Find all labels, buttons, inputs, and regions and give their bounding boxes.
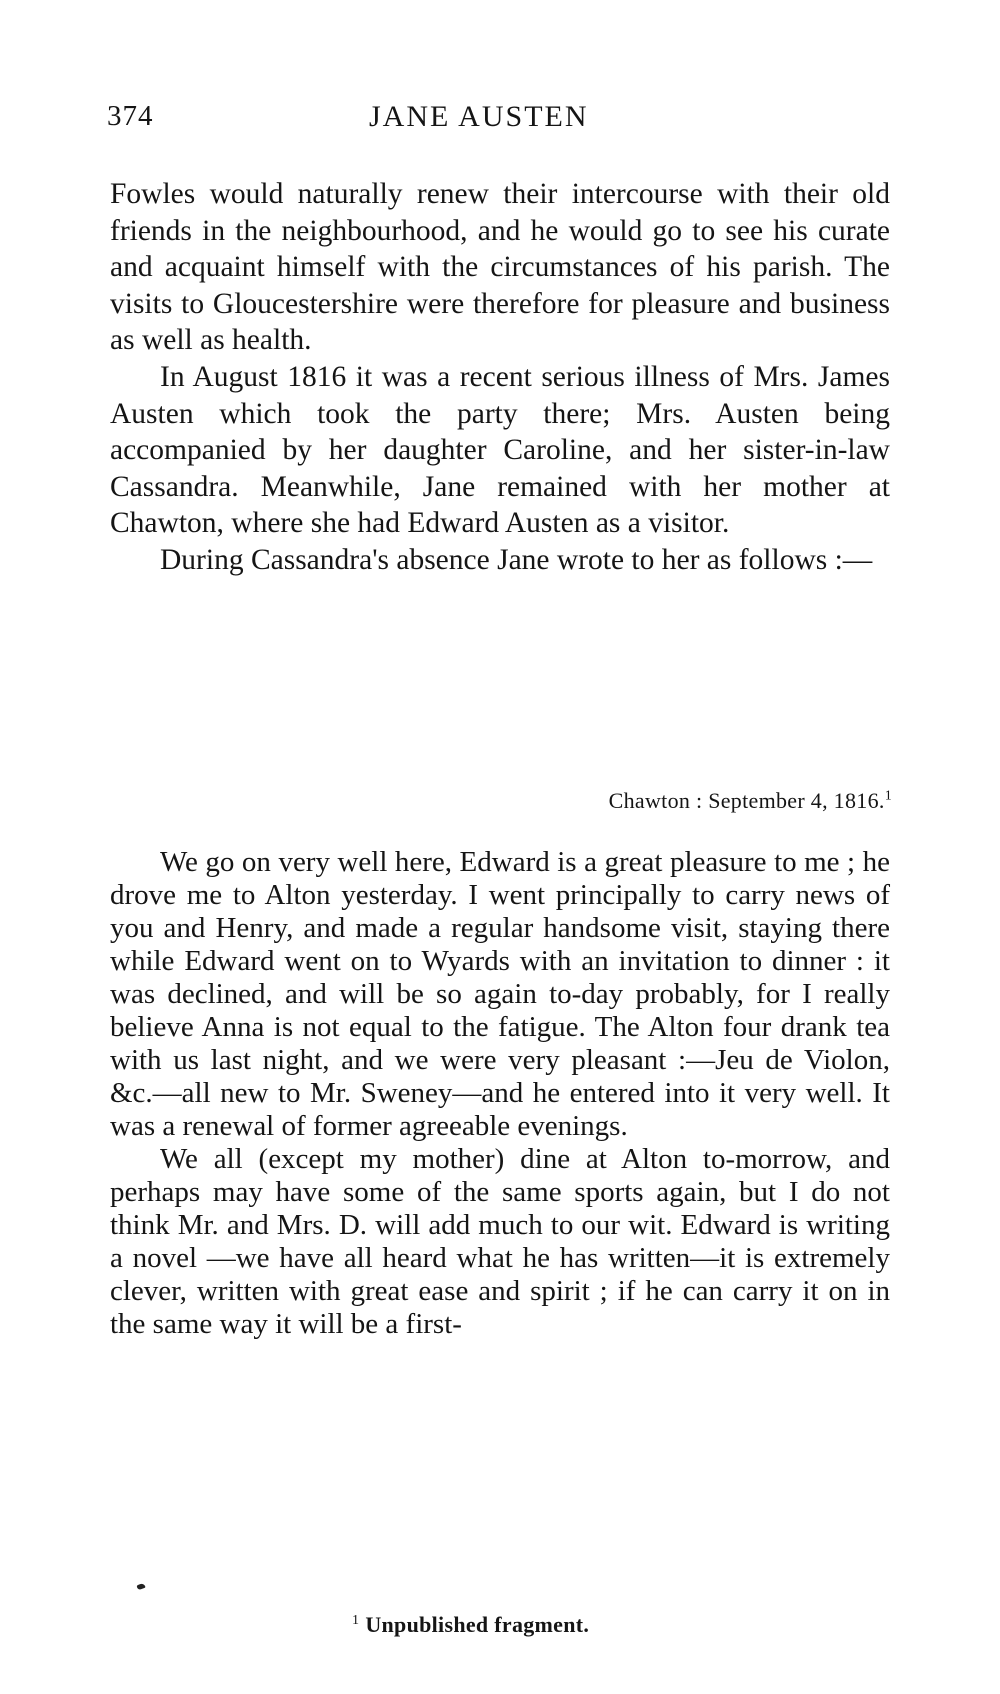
footnote-text: Unpublished fragment.: [365, 1612, 590, 1637]
letter-text: [110, 846, 890, 1341]
letter-paragraph: We go on very well here, Edward is a great pleasure to me ; he drove me to Alton yesterday. I went principally to carry news of you and Henry, and made a regular handsome visit, staying there while Edward went on to Wyards with an invitation to dinner : it was declined, and will be so again to-day probably, for I really believe Anna is not equal to the fatigue. The Alton four drank tea with us last night, and we were very pleasant :—Jeu de Violon, &c.—all new to Mr. Sweney—and he entered into it very well. It was a renewal of former agreeable evenings.: [110, 846, 890, 1142]
running-title: JANE AUSTEN: [369, 100, 589, 133]
running-head: [107, 100, 892, 150]
body-paragraph: During Cassandra's absence Jane wrote to her as follows :—: [160, 543, 873, 576]
letter-dateline: [609, 788, 892, 814]
footnote: [352, 1612, 589, 1638]
dateline-text: Chawton : September 4, 1816.: [608, 788, 885, 813]
body-paragraph: In August 1816 it was a recent serious illness of Mrs. James Austen which took the party there; Mrs. Austen being accompanied by her daughter Caroline, and her sister-in-law Cassandra. Meanwhile, Jane remained with her mother at Chawton, where she had Edward Austen as a visitor.: [110, 360, 890, 540]
body-text: [110, 176, 890, 579]
body-paragraph: Fowles would naturally renew their intercourse with their old friends in the neighbourhood, and he would go to see his curate and acquaint himself with the circumstances of his parish. The visits to Gloucestershire were therefore for pleasure and business as well as health.: [110, 178, 890, 357]
page-number: 374: [107, 100, 154, 132]
footnote-mark: 1: [352, 1612, 360, 1628]
letter-paragraph: We all (except my mother) dine at Alton to-morrow, and perhaps may have some of the same sports again, but I do not think Mr. and Mrs. D. will add much to our wit. Edward is writing a novel —we have all heard what he has written—it is extremely clever, written with great ease and spirit ; if he can carry it on in the same way it will be a first-: [110, 1143, 890, 1340]
ink-speck: [136, 1583, 145, 1590]
footnote-reference: 1: [884, 788, 892, 804]
